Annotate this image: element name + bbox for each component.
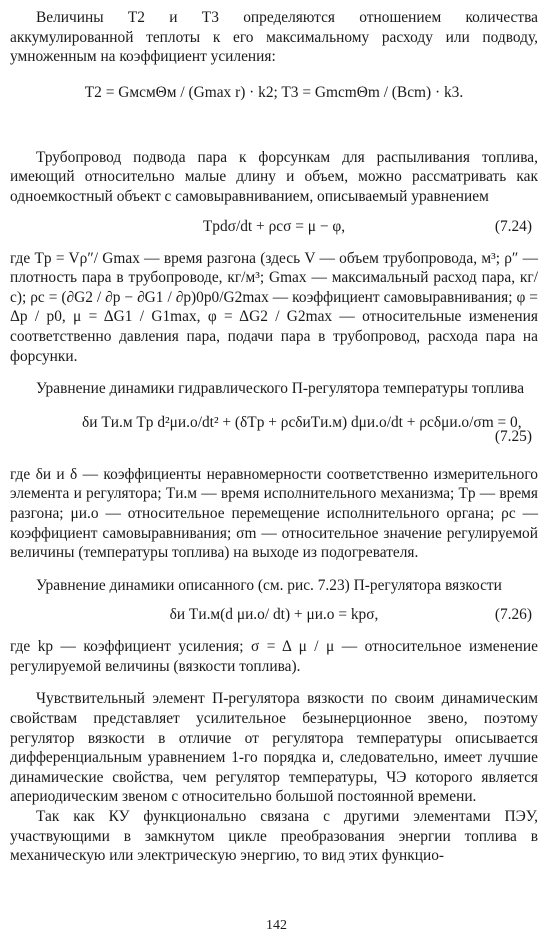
formula-7-24-number: (7.24) (494, 217, 532, 235)
formula-7-24-expression: Tpdσ/dt + ρcσ = μ − φ, (202, 217, 346, 235)
formula-7-26 (10, 601, 538, 631)
paragraph-3: где Tp = Vρ″/ Gmax — время разгона (здесь V — объем трубопровода, м³; ρ″ — плотность пара в трубопроводе, кг/м³; Gmax — максимальный расход пара, кг/с); ρc = (∂G2 / ∂p − ∂G1 / ∂p)0p0/G2max — коэффициент самовыравнивания; φ = Δp / p0, μ = ΔG1 / G1max, φ = ΔG2 / G2max — относительные изменения соответственно давления пара, подачи пара в трубопровод, расхода пара на форсунки. (10, 249, 538, 365)
paragraph-6: Уравнение динамики описанного (см. рис. 7.23) П-регулятора вязкости (36, 576, 502, 594)
formula-7-25-number: (7.25) (494, 427, 532, 445)
paragraph-1: Величины T2 и T3 определяются отношением количества аккумулированной теплоты к его максимальному расходу или подводу, умноженным на коэффициент усиления: (10, 9, 538, 66)
formula-7-24 (10, 213, 538, 243)
paragraph-7: где kр — коэффициент усиления; σ = Δ μ / μ — относительное изменение регулируемой величины (вязкости топлива). (10, 638, 538, 675)
paragraph-4: Уравнение динамики гидравлического П-регулятора температуры топлива (36, 380, 525, 398)
paragraph-2: Трубопровод подвода пара к форсункам для распыливания топлива, имеющий относительно малые длину и объем, можно рассматривать как одноемкостный объект с самовыравниванием, описываемый уравнением (10, 148, 538, 205)
formula-t2-t3-expression: T2 = GмcмΘм / (Gmax r) · k2; T3 = GmcmΘm / (Bcm) · k3. (84, 83, 464, 101)
paragraph-8: Чувствительный элемент П-регулятора вязкости по своим динамическим свойствам представляет усилительное безынерционное звено, поэтому регулятор вязкости в отличие от регулятора температуры описывается дифференциальным уравнением 1-го порядка и, следовательно, имеет лучшие динамические свойства, чем регулятор температуры, ЧЭ которого является апериодическим звеном с относительно большой постоянной времени. (10, 690, 538, 806)
page-body (10, 8, 538, 866)
paragraph-9: Так как КУ функционально связана с другими элементами ПЭУ, участвующими в замкнутом цикле преобразования энергии топлива в механическую или электрическую энергию, то вид этих функцио- (10, 808, 538, 865)
formula-7-25 (10, 405, 538, 459)
formula-7-26-number: (7.26) (494, 606, 532, 624)
formula-7-26-expression: δи Tи.м(d μи.о/ dt) + μи.о = kрσ, (169, 606, 379, 624)
formula-t2-t3 (10, 73, 538, 135)
page-number: 142 (266, 918, 287, 933)
paragraph-5: где δи и δ — коэффициенты неравномерности соответственно измерительного элемента и регулятора; Tи.м — время исполнительного механизма; Tр — время разгона; μи.о — относительное перемещение исполнительного органа; ρс — коэффициент самовыравнивания; σm — относительное значение регулируемой величины (температуры топлива) на выходе из подогревателя. (10, 465, 538, 562)
formula-7-25-expression: δи Tи.м Tр d²μи.о/dt² + (δTр + ρcδиTи.м) dμи.о/dt + ρcδμи.о/σm = 0, (82, 413, 522, 431)
